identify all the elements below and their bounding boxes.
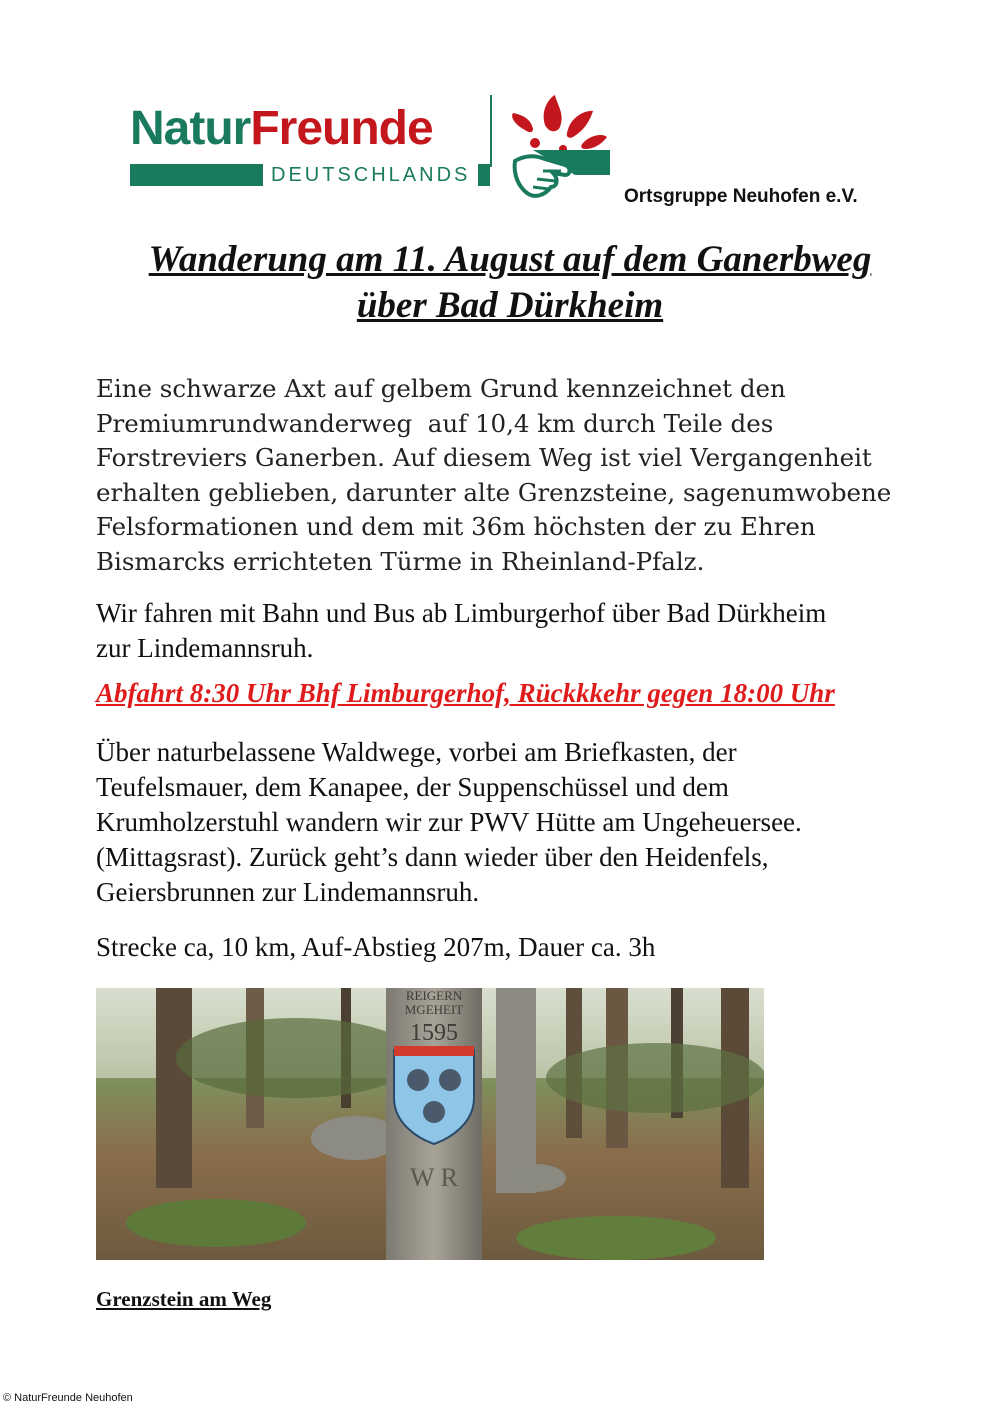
- naturfreunde-handshake-flower-icon: [505, 95, 615, 205]
- ortsgruppe-label: Ortsgruppe Neuhofen e.V.: [624, 186, 858, 207]
- transport-line: zur Lindemannsruh.: [96, 633, 314, 663]
- transport-line: Wir fahren mit Bahn und Bus ab Limburgerhof über Bad Dürkheim: [96, 598, 827, 628]
- photo-caption: Grenzstein am Weg: [96, 1287, 272, 1311]
- forest-photo-illustration: [96, 988, 764, 1260]
- intro-line: Premiumrundwanderweg auf 10,4 km durch Teile des: [96, 408, 774, 438]
- route-line: Über naturbelassene Waldwege, vorbei am Briefkasten, der: [96, 737, 737, 767]
- copyright-notice: © NaturFreunde Neuhofen: [3, 1392, 133, 1404]
- logo-subtitle: DEUTSCHLANDS: [263, 163, 478, 187]
- page-title-line-1: Wanderung am 11. August auf dem Ganerbweg: [148, 239, 872, 280]
- intro-paragraph: [96, 372, 946, 579]
- stone-inscription-mid: MGEHEIT: [404, 1002, 464, 1017]
- logo-wordmark: [130, 102, 433, 155]
- stone-inscription-top: REIGERN: [405, 988, 463, 1003]
- naturfreunde-logo: [130, 95, 620, 210]
- logo-divider: [490, 95, 492, 167]
- intro-line: Eine schwarze Axt auf gelbem Grund kennzeichnet den: [96, 374, 786, 403]
- route-stats: Strecke ca, 10 km, Auf-Abstieg 207m, Dauer ca. 3h: [96, 932, 656, 962]
- route-paragraph: [96, 735, 946, 910]
- route-line: Geiersbrunnen zur Lindemannsruh.: [96, 877, 480, 907]
- intro-line: Forstreviers Ganerben. Auf diesem Weg ist viel Vergangenheit: [96, 443, 872, 472]
- intro-line: Felsformationen und dem mit 36m höchsten der zu Ehren: [96, 512, 816, 541]
- stone-inscription-bottom: W R: [410, 1163, 458, 1192]
- boundary-stone-photo: [96, 988, 764, 1260]
- departure-info: Abfahrt 8:30 Uhr Bhf Limburgerhof, Rückkkehr gegen 18:00 Uhr: [96, 678, 835, 708]
- page-title-line-2: über Bad Dürkheim: [356, 285, 664, 326]
- route-line: Krumholzerstuhl wandern wir zur PWV Hütte am Ungeheuersee.: [96, 807, 802, 837]
- stone-inscription-year: 1595: [410, 1020, 458, 1046]
- route-line: (Mittagsrast). Zurück geht’s dann wieder über den Heidenfels,: [96, 842, 769, 872]
- logo-word-freunde: Freunde: [250, 102, 433, 155]
- logo-word-natur: Natur: [130, 102, 251, 155]
- transport-paragraph: [96, 596, 946, 666]
- intro-line: Bismarcks errichteten Türme in Rheinland-Pfalz.: [96, 546, 705, 576]
- intro-line: erhalten geblieben, darunter alte Grenzsteine, sagenumwobene: [96, 477, 892, 507]
- route-line: Teufelsmauer, dem Kanapee, der Suppenschüssel und dem: [96, 772, 729, 802]
